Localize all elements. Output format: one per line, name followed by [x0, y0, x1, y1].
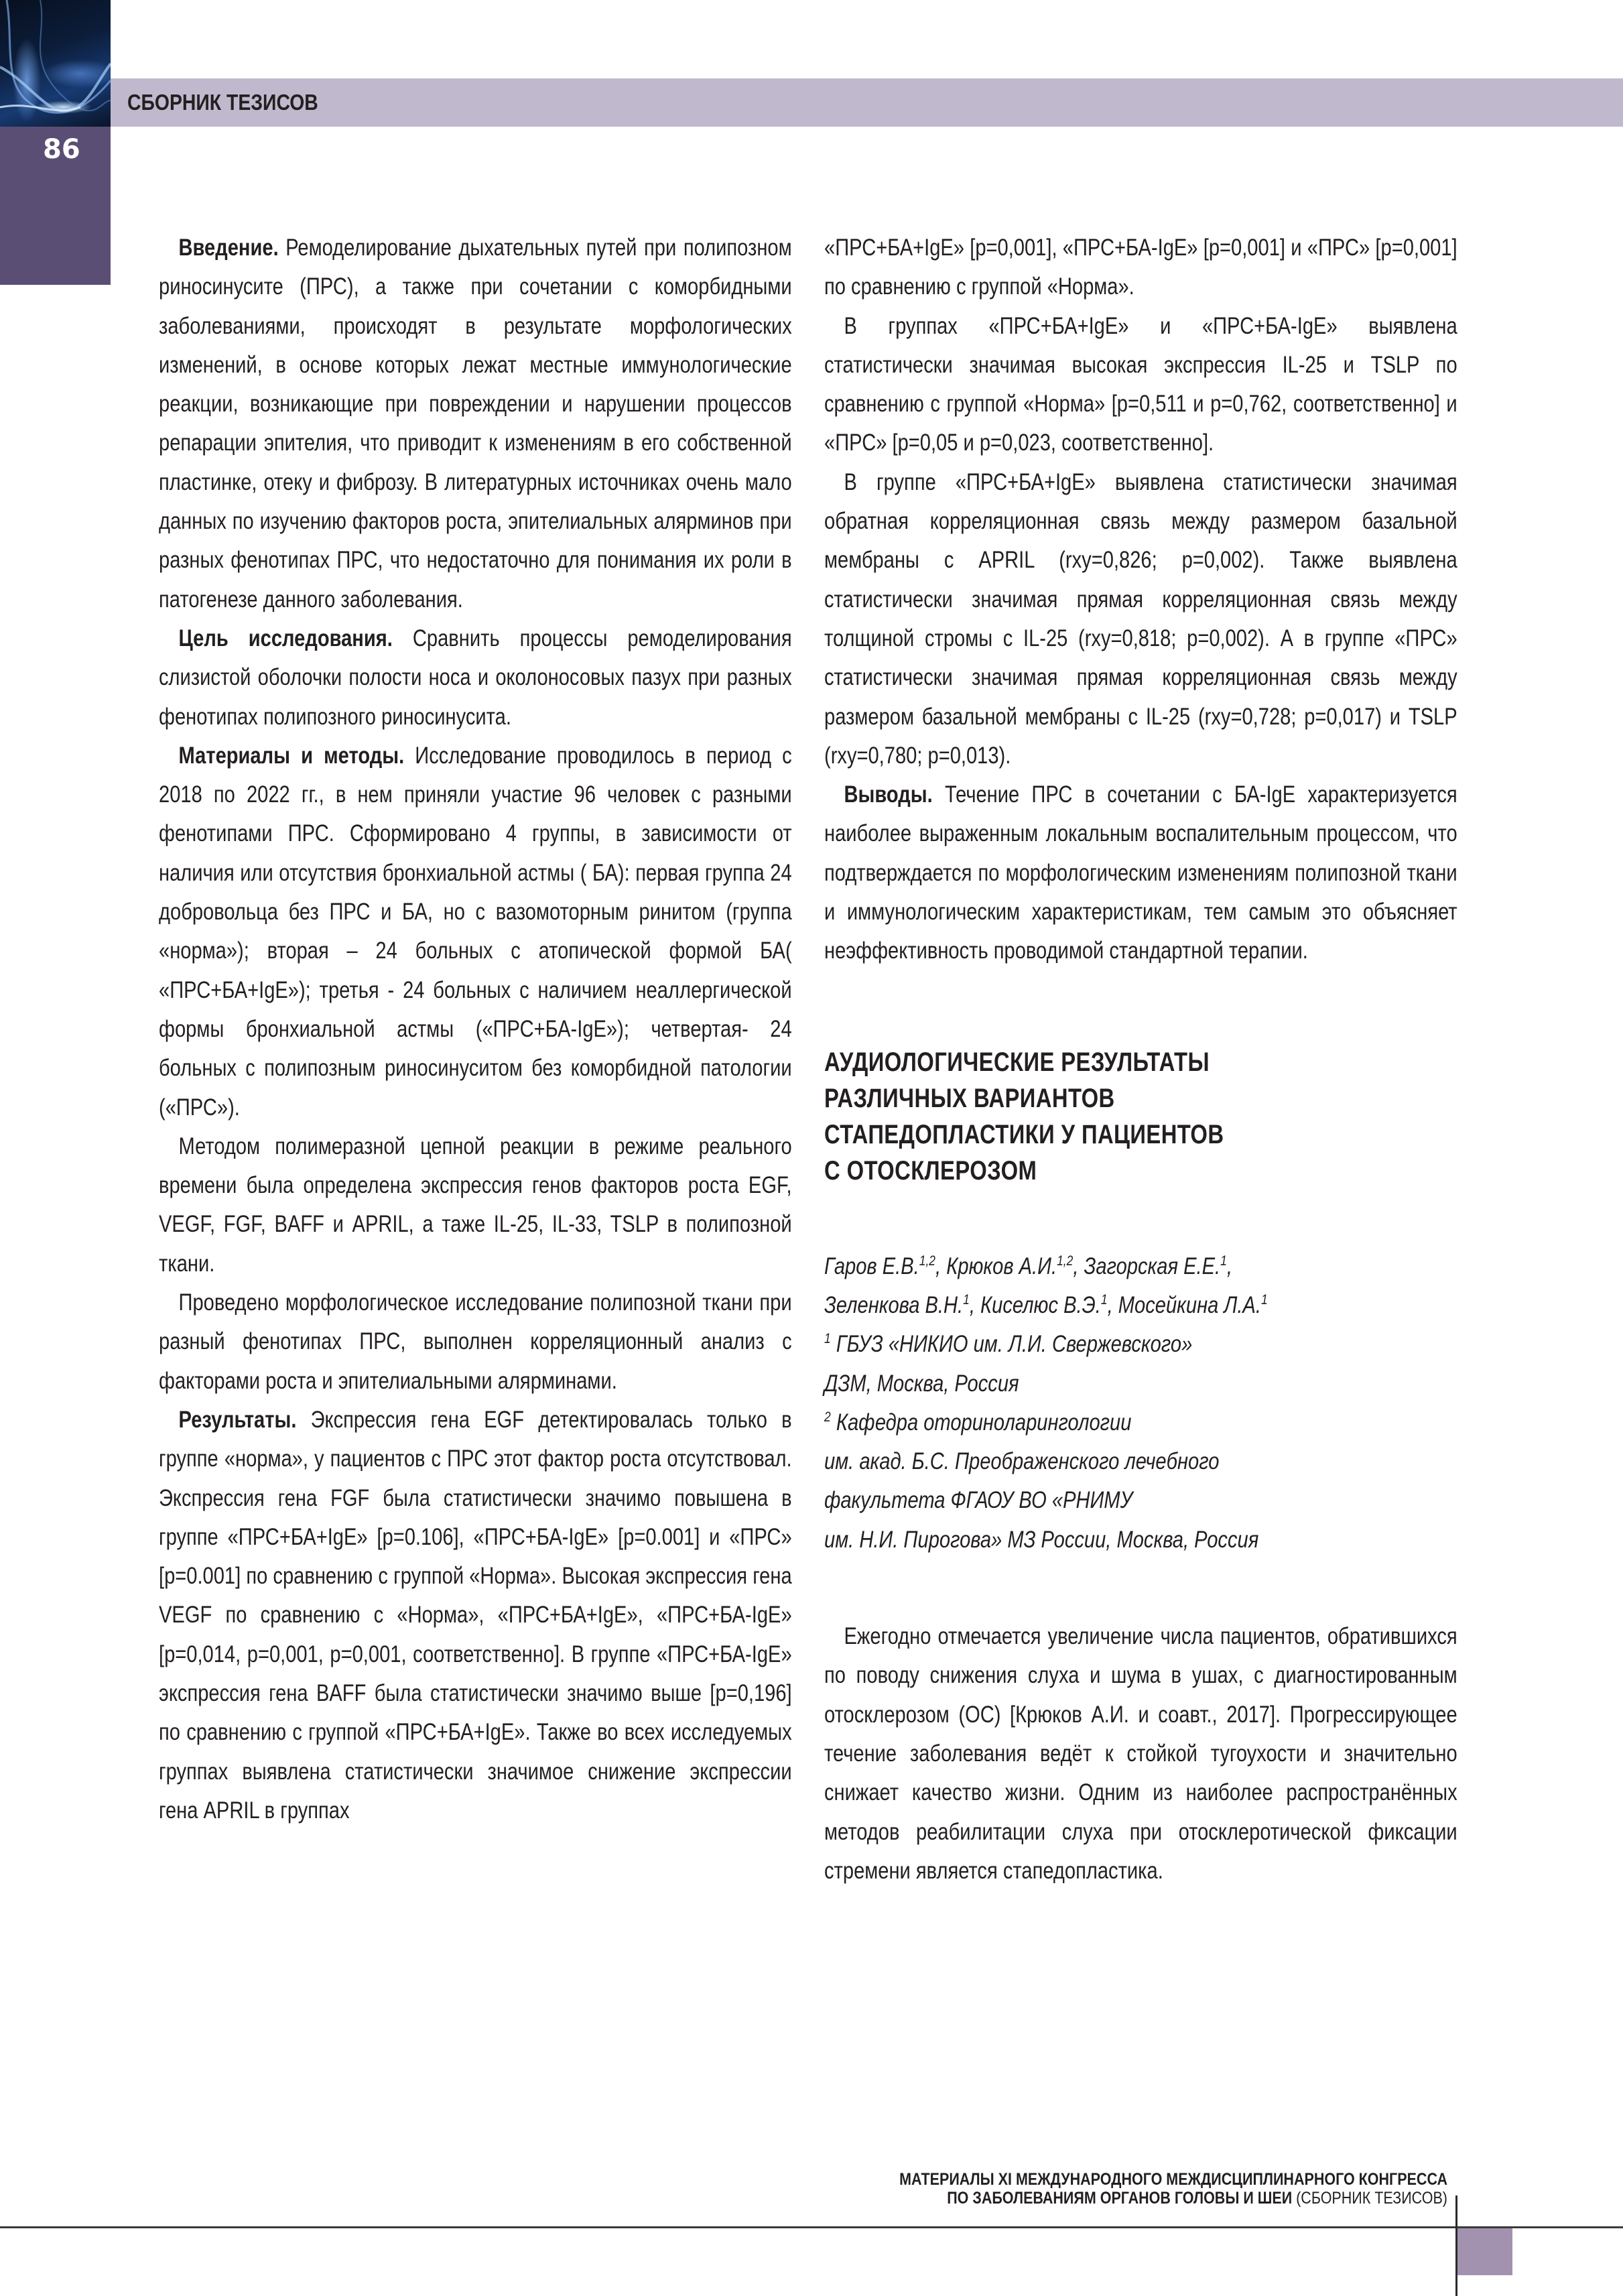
paragraph-results: Результаты. Экспрессия гена EGF детектировалась только в группе «норма», у пациентов с ПРС этот фактор роста отсутствовал. Экспрессия гена FGF была статистически значимо повышена в группе «ПРС+БА+IgE» [p=0.106], «ПРС+БА-IgE» [p=0.001] и «ПРС» [p=0.001] по сравнению с группой «Норма». Высокая экспрессия гена VEGF по сравнению с «Норма», «ПРС+БА+IgE», «ПРС+БА-IgE» [p=0,014, p=0,001, p=0,001, соответственно]. В группе «ПРС+БА-IgE» экспрессия гена BAFF была статистически значимо выше [p=0,196] по сравнению с группой «ПРС+БА+IgE». Также во всех исследуемых группах выявлена статистически значимое снижение экспрессии гена APRIL в группах — [159, 1405, 792, 1824]
lead-methods: Материалы и методы. — [178, 741, 405, 769]
paragraph-correlation: В группе «ПРС+БА+IgE» выявлена статистически значимая обратная корреляционная связь между размером базальной мембраны с APRIL (rxy=0,826; p=0,002). Также выявлена статистически значимая прямая корреляционная связь между толщиной стромы с IL-25 (rxy=0,818; p=0,002). А в группе «ПРС» статистически значимая прямая корреляционная связь между размером базальной мембраны с IL-25 (rxy=0,728; p=0,017) и TSLP (rxy=0,780; p=0,013). — [824, 468, 1457, 769]
light-swirl-icon — [0, 0, 111, 127]
right-column — [824, 228, 1457, 1890]
footer-publication-title: МАТЕРИАЛЫ XI МЕЖДУНАРОДНОГО МЕЖДИСЦИПЛИНАРНОГО КОНГРЕССА ПО ЗАБОЛЕВАНИЯМ ОРГАНОВ ГОЛОВЫ И ШЕИ (СБОРНИК ТЕЗИСОВ) — [899, 2170, 1447, 2208]
header-band — [111, 78, 1623, 127]
paragraph-pcr: Методом полимеразной цепной реакции в режиме реального времени была определена экспрессия генов факторов роста EGF, VEGF, FGF, BAFF и APRIL, а таже IL-25, IL-33, TSLP в полипозной ткани. — [159, 1132, 792, 1277]
lead-aim: Цель исследования. — [178, 624, 393, 651]
paragraph-methods: Материалы и методы. Исследование проводилось в период с 2018 по 2022 гг., в нем приняли участие 96 человек с разными фенотипами ПРС. Сформировано 4 группы, в зависимости от наличия или отсутствия бронхиальной астмы ( БА): первая группа 24 добровольца без ПРС и БА, но с вазомоторным ринитом (группа «норма»); вторая – 24 больных с атопической формой БА( «ПРС+БА+IgE»); третья - 24 больных с наличием неаллергической формы бронхиальной астмы («ПРС+БА-IgE»); четвертая- 24 больных с полипозным риносинуситом без коморбидной патологии («ПРС»). — [159, 741, 792, 1121]
authors-line-1: Гаров Е.В.$^{1,2}$, Крюков А.И.$^{1,2}$, Загорская Е.Е.$^1$, — [824, 1252, 1232, 1279]
paragraph-il25-tslp: В группах «ПРС+БА+IgE» и «ПРС+БА-IgE» выявлена статистически значимая высокая экспрессия IL-25 и TSLP по сравнению с группой «Норма» [p=0,511 и p=0,762, соответственно] и «ПРС» [p=0,05 и p=0,023, соответственно]. — [824, 312, 1457, 456]
page-number: 86 — [43, 134, 80, 165]
paragraph-aim: Цель исследования. Сравнить процессы ремоделирования слизистой оболочки полости носа и околоносовых пазух при разных фенотипах полипозного риносинусита. — [159, 624, 792, 730]
footer-divider — [0, 2226, 1623, 2228]
lead-results: Результаты. — [178, 1405, 297, 1433]
paragraph-results-continued: «ПРС+БА+IgE» [p=0,001], «ПРС+БА-IgE» [p=0,001] и «ПРС» [p=0,001] по сравнению с группой «Норма». — [824, 234, 1457, 300]
footer-accent-box — [1457, 2228, 1512, 2275]
authors-line-2: Зеленкова В.Н.$^1$, Киселюс В.Э.$^1$, Мосейкина Л.А.$^1$ — [824, 1291, 1268, 1318]
paragraph-morphology: Проведено морфологическое исследование полипозной ткани при разный фенотипах ПРС, выполнен корреляционный анализ с факторами роста и эпителиальными алярминами. — [159, 1289, 792, 1394]
left-column — [159, 228, 792, 1830]
affiliation-2: $^2$ Кафедра оториноларингологии им. акад. Б.С. Преображенского лечебного факультета ФГАОУ ВО «РНИМУ им. Н.И. Пирогова» МЗ России, Москва, Россия — [824, 1408, 1259, 1553]
paragraph-conclusions: Выводы. Течение ПРС в сочетании с БА-IgE характеризуется наиболее выраженным локальным воспалительным процессом, что подтверждается по морфологическим изменениям полипозной ткани и иммунологическим характеристикам, тем самым это объясняет неэффективность проводимой стандартной терапии. — [824, 781, 1457, 964]
paragraph-introduction: Введение. Ремоделирование дыхательных путей при полипозном риносинусите (ПРС), а также при сочетании с коморбидными заболеваниями, происходят в результате морфологических изменений, в основе которых лежат местные иммунологические реакции, возникающие при повреждении и нарушении процессов репарации эпителия, что приводит к изменениям в его собственной пластинке, отеку и фиброзу. В литературных источниках очень мало данных по изучению факторов роста, эпителиальных алярминов при разных фенотипах ПРС, что недостаточно для понимания их роли в патогенезе данного заболевания. — [159, 234, 792, 613]
header-decorative-image — [0, 0, 111, 127]
lead-introduction: Введение. — [178, 234, 279, 261]
article-title: АУДИОЛОГИЧЕСКИЕ РЕЗУЛЬТАТЫ РАЗЛИЧНЫХ ВАРИАНТОВ СТАПЕДОПЛАСТИКИ У ПАЦИЕНТОВ С ОТОСКЛЕРОЗОМ — [824, 1047, 1224, 1186]
article-intro-paragraph: Ежегодно отмечается увеличение числа пациентов, обратившихся по поводу снижения слуха и шума в ушах, с диагностированным отосклерозом (ОС) [Крюков А.И. и соавт., 2017]. Прогрессирующее течение заболевания ведёт к стойкой тугоухости и значительно снижает качество жизни. Одним из наиболее распространённых методов реабилитации слуха при отосклеротической фиксации стремени является стапедопластика. — [824, 1622, 1457, 1884]
lead-conclusions: Выводы. — [844, 781, 933, 808]
affiliation-1: $^1$ ГБУЗ «НИКИО им. Л.И. Свержевского» ДЗМ, Москва, Россия — [824, 1330, 1193, 1397]
author-list — [824, 1247, 1457, 1559]
running-header-title: СБОРНИК ТЕЗИСОВ — [127, 90, 318, 115]
